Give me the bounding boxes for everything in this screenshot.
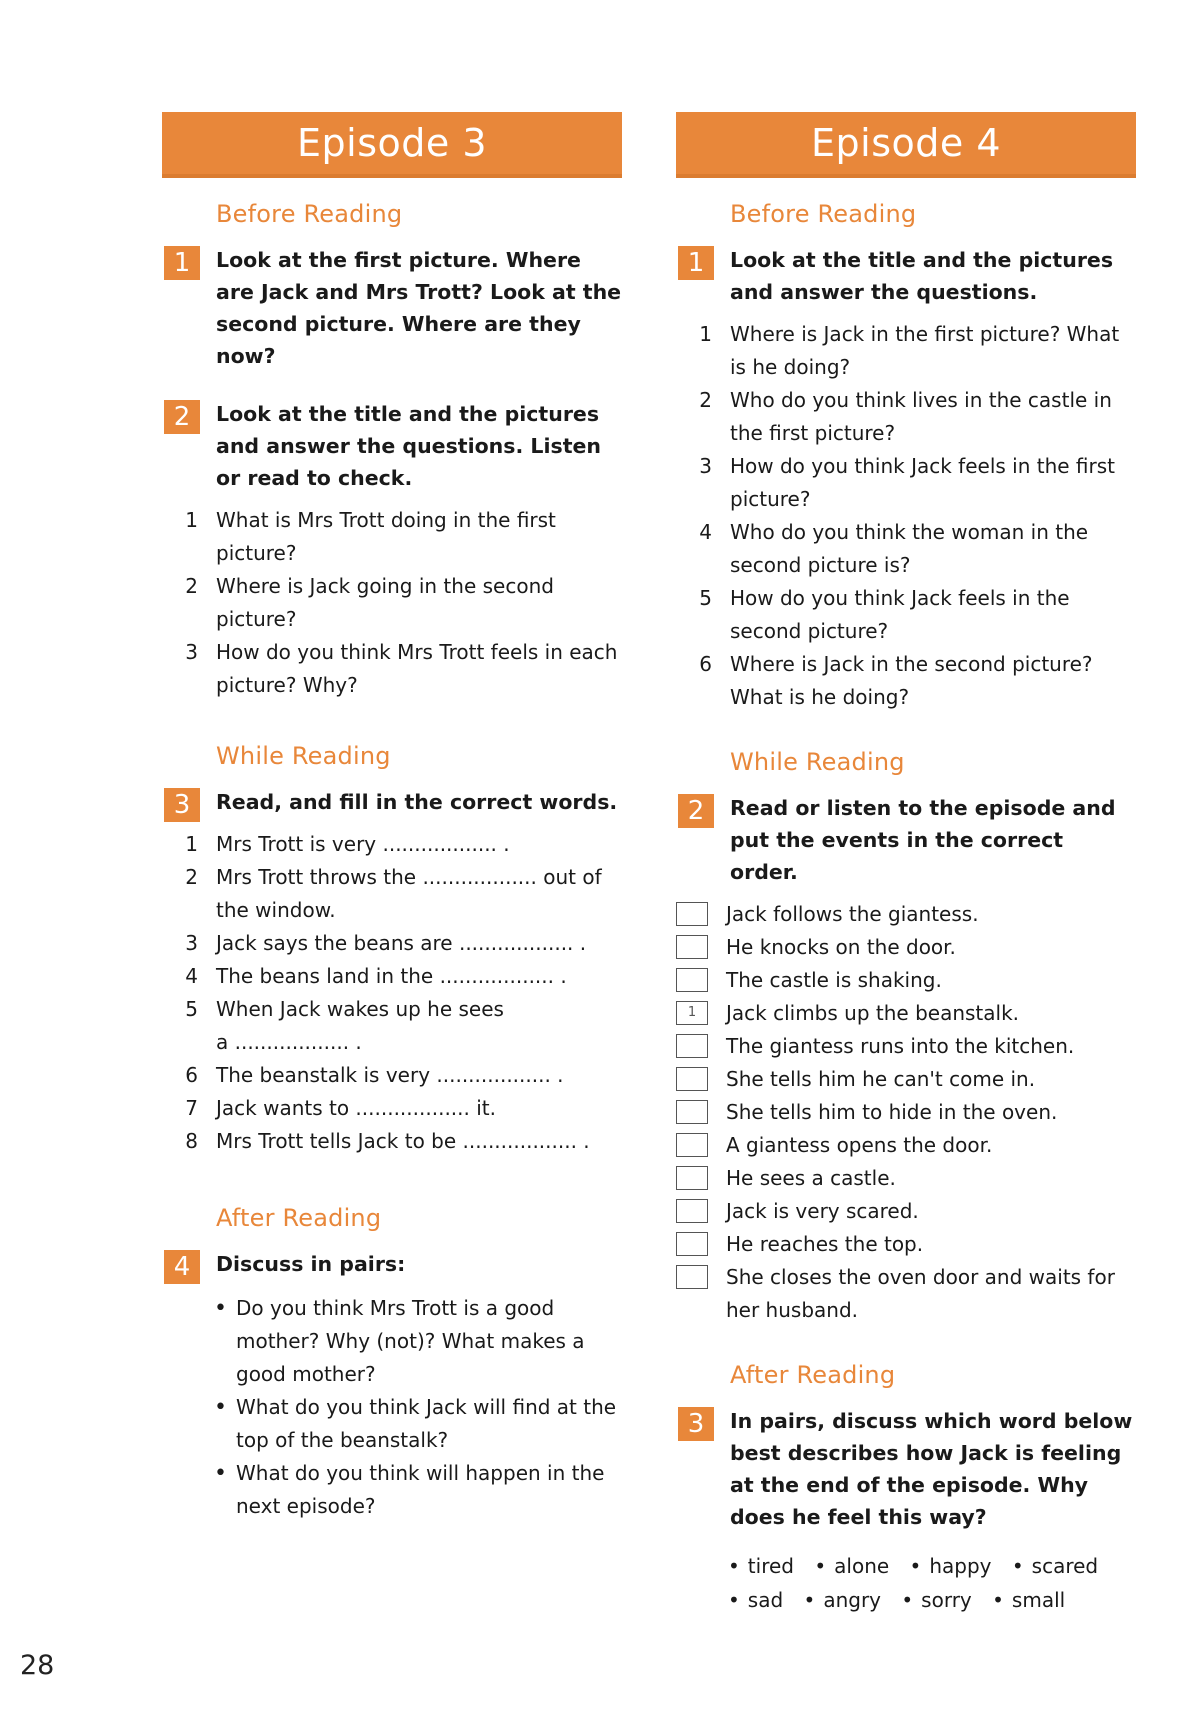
list-item: A giantess opens the door. — [676, 1129, 1136, 1162]
task-3 — [676, 1405, 1136, 1533]
discussion-bullets — [162, 1292, 622, 1523]
list-item: • What do you think will happen in the next episode? — [162, 1457, 622, 1523]
word-row — [728, 1583, 1136, 1617]
word-option: • happy — [910, 1554, 992, 1578]
list-item: 3 How do you think Mrs Trott feels in each picture? Why? — [185, 640, 618, 697]
word-option: • scared — [1012, 1554, 1098, 1578]
task-number-badge: 1 — [164, 246, 200, 280]
task-3 — [162, 786, 622, 818]
list-item: 1 Where is Jack in the first picture? What is he doing? — [699, 322, 1120, 379]
task-instruction: Discuss in pairs: — [216, 1252, 406, 1276]
list-item: Jack is very scared. — [676, 1195, 1136, 1228]
order-box[interactable] — [676, 968, 708, 992]
episode-3-column — [162, 112, 622, 1523]
task-instruction: Look at the title and the pictures and answer the questions. Listen or read to check. — [216, 402, 601, 490]
list-item: The castle is shaking. — [676, 964, 1136, 997]
order-box[interactable] — [676, 1133, 708, 1157]
task-2 — [162, 398, 622, 494]
episode-3-title: Episode 3 — [162, 112, 622, 178]
order-box[interactable]: 1 — [676, 1001, 708, 1025]
task-number-badge: 2 — [164, 400, 200, 434]
list-item: 7 Jack wants to .................. it. — [185, 1096, 496, 1120]
word-option: • sad — [728, 1588, 783, 1612]
task-number-badge: 3 — [164, 788, 200, 822]
while-reading-heading: While Reading — [730, 748, 905, 776]
order-box[interactable] — [676, 1265, 708, 1289]
page-number: 28 — [20, 1650, 55, 1681]
event-order-list — [676, 898, 1136, 1327]
list-item: 5 When Jack wakes up he sees a .................. . — [185, 997, 504, 1054]
order-box[interactable] — [676, 1199, 708, 1223]
list-item: 4 The beans land in the .................. . — [185, 964, 567, 988]
word-option: • tired — [728, 1554, 794, 1578]
word-option: • angry — [804, 1588, 881, 1612]
list-item: She closes the oven door and waits for her husband. — [676, 1261, 1136, 1327]
list-item: • Do you think Mrs Trott is a good mother? Why (not)? What makes a good mother? — [162, 1292, 622, 1391]
list-item: He knocks on the door. — [676, 931, 1136, 964]
list-item: 2 Mrs Trott throws the .................. out of the window. — [185, 865, 602, 922]
fill-in-list — [162, 828, 622, 1158]
while-reading-heading: While Reading — [216, 742, 391, 770]
order-box[interactable] — [676, 902, 708, 926]
task-1 — [676, 244, 1136, 308]
word-option: • small — [992, 1588, 1065, 1612]
order-box[interactable] — [676, 1067, 708, 1091]
task-instruction: Look at the first picture. Where are Jack and Mrs Trott? Look at the second picture. Where are they now? — [216, 248, 622, 368]
word-row — [728, 1549, 1136, 1583]
order-box[interactable] — [676, 1166, 708, 1190]
list-item: 3 Jack says the beans are .................. . — [185, 931, 587, 955]
before-reading-heading: Before Reading — [216, 200, 403, 228]
task-number-badge: 3 — [678, 1407, 714, 1441]
list-item: 8 Mrs Trott tells Jack to be .................. . — [185, 1129, 590, 1153]
task-1 — [162, 244, 622, 372]
list-item: He reaches the top. — [676, 1228, 1136, 1261]
task-4 — [162, 1248, 622, 1280]
task-number-badge: 1 — [678, 246, 714, 280]
list-item: She tells him he can't come in. — [676, 1063, 1136, 1096]
word-option: • alone — [814, 1554, 889, 1578]
episode-4-title: Episode 4 — [676, 112, 1136, 178]
task-number-badge: 2 — [678, 794, 714, 828]
task-instruction: Read or listen to the episode and put the events in the correct order. — [730, 796, 1116, 884]
word-choices — [728, 1549, 1136, 1617]
question-list — [676, 318, 1136, 714]
before-reading-heading: Before Reading — [730, 200, 917, 228]
task-instruction: Read, and fill in the correct words. — [216, 790, 618, 814]
list-item: He sees a castle. — [676, 1162, 1136, 1195]
task-instruction: Look at the title and the pictures and answer the questions. — [730, 248, 1114, 304]
after-reading-heading: After Reading — [216, 1204, 382, 1232]
list-item: 1 Mrs Trott is very .................. . — [185, 832, 510, 856]
question-list — [162, 504, 622, 702]
list-item: • What do you think Jack will find at the top of the beanstalk? — [162, 1391, 622, 1457]
list-item: 2 Who do you think lives in the castle in the first picture? — [699, 388, 1112, 445]
list-item: 5 How do you think Jack feels in the second picture? — [699, 586, 1070, 643]
word-option: • sorry — [901, 1588, 971, 1612]
task-2 — [676, 792, 1136, 888]
task-instruction: In pairs, discuss which word below best describes how Jack is feeling at the end of the episode. Why does he feel this way? — [730, 1409, 1133, 1529]
list-item: 1 What is Mrs Trott doing in the first picture? — [185, 508, 556, 565]
order-box[interactable] — [676, 1232, 708, 1256]
episode-4-column — [676, 112, 1136, 1617]
order-box[interactable] — [676, 1100, 708, 1124]
order-box[interactable] — [676, 935, 708, 959]
after-reading-heading: After Reading — [730, 1361, 896, 1389]
list-item: She tells him to hide in the oven. — [676, 1096, 1136, 1129]
task-number-badge: 4 — [164, 1250, 200, 1284]
list-item: Jack follows the giantess. — [676, 898, 1136, 931]
list-item: The giantess runs into the kitchen. — [676, 1030, 1136, 1063]
list-item: 2 Where is Jack going in the second picture? — [185, 574, 554, 631]
list-item: 3 How do you think Jack feels in the first picture? — [699, 454, 1115, 511]
list-item: 1 Jack climbs up the beanstalk. — [676, 997, 1136, 1030]
list-item: 6 Where is Jack in the second picture? What is he doing? — [699, 652, 1093, 709]
list-item: 4 Who do you think the woman in the second picture is? — [699, 520, 1089, 577]
list-item: 6 The beanstalk is very .................. . — [185, 1063, 564, 1087]
order-box[interactable] — [676, 1034, 708, 1058]
